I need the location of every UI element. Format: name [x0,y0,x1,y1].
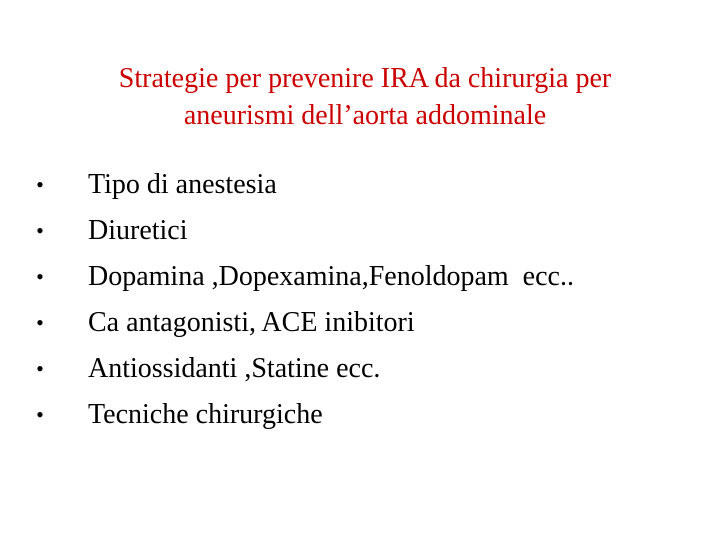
bullet-text: Ca antagonisti, ACE inibitori [88,307,415,338]
title-line-1: Strategie per prevenire IRA da chirurgia per [118,63,612,94]
bullet-text: Antiossidanti ,Statine ecc. [88,353,381,384]
bullet-item-tecniche-chirurgiche [30,392,323,438]
bullet-icon: • [36,402,44,427]
bullet-text: Dopamina ,Dopexamina,Fenoldopam ecc.. [88,261,574,292]
bullet-icon: • [36,264,44,289]
bullet-icon: • [36,172,44,197]
bullet-icon: • [36,218,44,243]
slide-title [40,60,690,134]
bullet-text: Diuretici [88,215,188,246]
bullet-item-tipo-di-anestesia [30,162,277,208]
title-line-2: aneurismi dell’aorta addominale [183,100,547,131]
bullet-icon: • [36,356,44,381]
bullet-item-antiossidanti [30,346,381,392]
bullet-list [30,162,574,438]
bullet-item-dopamina [30,254,574,300]
bullet-item-ca-antagonisti [30,300,415,346]
bullet-item-diuretici [30,208,188,254]
bullet-icon: • [36,310,44,335]
bullet-text: Tecniche chirurgiche [88,399,323,430]
bullet-text: Tipo di anestesia [88,169,277,200]
